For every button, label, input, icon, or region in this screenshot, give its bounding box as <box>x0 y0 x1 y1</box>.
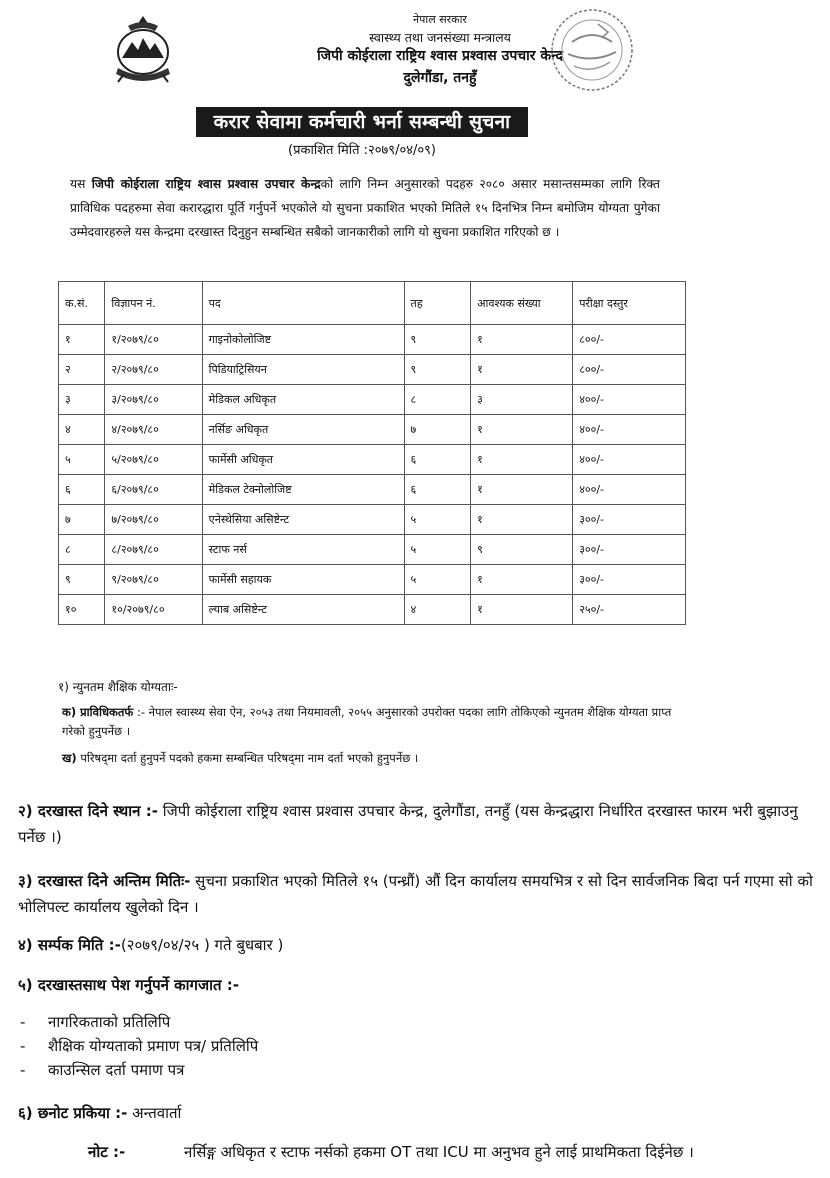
qualification-b <box>62 751 682 766</box>
qualification-b-label: ख) <box>62 751 77 765</box>
cell-sn: ४ <box>59 415 105 445</box>
bullet-dash: - <box>20 1061 26 1079</box>
cell-fee: ८००/- <box>573 325 686 355</box>
cell-level: ९ <box>404 355 471 385</box>
cell-ad-no: ७/२०७९/८० <box>105 505 202 535</box>
nepal-emblem-icon <box>108 12 178 86</box>
cell-required: १ <box>471 505 573 535</box>
header-required: आवश्यक संख्या <box>471 282 573 325</box>
s2-label: २) दरखास्त दिने स्थान :- <box>18 802 158 820</box>
note-label: नोट :- <box>88 1143 126 1161</box>
qualification-a-text: :- नेपाल स्वास्थ्य सेवा ऐन, २०५३ तथा नियमावली, २०५५ अनुसारको उपरोक्त पदका लागि तोकिएको न्युनतम शैक्षिक योग्यता प्राप्त गरेको हुनुपर्नेछ । <box>62 705 672 738</box>
ministry-name: स्वास्थ्य तथा जनसंख्या मन्त्रालय <box>369 30 511 45</box>
table-row <box>59 445 686 475</box>
cell-ad-no: १/२०७९/८० <box>105 325 202 355</box>
cell-sn: १० <box>59 595 105 625</box>
cell-sn: २ <box>59 355 105 385</box>
note <box>88 1142 818 1162</box>
doc-item: काउन्सिल दर्ता पमाण पत्र <box>48 1061 185 1079</box>
section-selection-process <box>18 1100 818 1126</box>
s3-label: ३) दरखास्त दिने अन्तिम मितिः- <box>18 872 191 890</box>
qualification-a-label: क) प्राविधिकतर्फ <box>62 705 134 719</box>
qualification-heading: १) न्युनतम शैक्षिक योग्यताः- <box>58 680 178 694</box>
table-row <box>59 325 686 355</box>
s4-text: (२०७९/०४/२५ ) गते बुधबार ) <box>120 936 284 954</box>
bullet-dash: - <box>20 1013 26 1031</box>
header-sn: क.सं. <box>59 282 105 325</box>
cell-fee: ३००/- <box>573 565 686 595</box>
table-row <box>59 565 686 595</box>
list-item <box>20 1034 258 1058</box>
cell-post: स्टाफ नर्स <box>202 535 404 565</box>
s6-text: अन्तवार्ता <box>127 1104 182 1122</box>
table-row <box>59 385 686 415</box>
cell-required: ९ <box>471 535 573 565</box>
cell-post: एनेस्थेसिया असिष्टेन्ट <box>202 505 404 535</box>
cell-post: मेडिकल अधिकृत <box>202 385 404 415</box>
notice-title: करार सेवामा कर्मचारी भर्ना सम्बन्धी सुचना <box>196 107 528 137</box>
documents-list <box>20 1010 258 1082</box>
table-row <box>59 535 686 565</box>
s5-label: ५) दरखास्तसाथ पेश गर्नुपर्ने कागजात :- <box>18 976 239 994</box>
doc-item: शैक्षिक योग्यताको प्रमाण पत्र/ प्रतिलिपि <box>48 1037 259 1055</box>
cell-ad-no: ८/२०७९/८० <box>105 535 202 565</box>
cell-ad-no: ४/२०७९/८० <box>105 415 202 445</box>
table-row <box>59 475 686 505</box>
cell-post: ल्याब असिष्टेन्ट <box>202 595 404 625</box>
table-row <box>59 355 686 385</box>
header-fee: परीक्षा दस्तुर <box>573 282 686 325</box>
cell-required: १ <box>471 445 573 475</box>
intro-lead: यस <box>70 177 92 191</box>
qualification-b-text: परिषद्‌मा दर्ता हुनुपर्ने पदको हकमा सम्बन्धित परिषद्‌मा नाम दर्ता भएको हुनुपर्नेछ । <box>76 751 419 765</box>
cell-post: पिडियाट्रिसियन <box>202 355 404 385</box>
cell-fee: ४००/- <box>573 415 686 445</box>
cell-sn: ६ <box>59 475 105 505</box>
section-documents <box>18 972 818 998</box>
intro-center-name: जिपी कोईराला राष्ट्रिय श्वास प्रश्वास उपचार केन्द्र <box>91 177 321 191</box>
cell-sn: ३ <box>59 385 105 415</box>
cell-level: ९ <box>404 325 471 355</box>
cell-ad-no: ३/२०७९/८० <box>105 385 202 415</box>
cell-sn: ९ <box>59 565 105 595</box>
cell-fee: ८००/- <box>573 355 686 385</box>
gov-name: नेपाल सरकार <box>413 13 467 26</box>
cell-sn: ८ <box>59 535 105 565</box>
cell-level: ८ <box>404 385 471 415</box>
cell-fee: ३००/- <box>573 505 686 535</box>
cell-required: १ <box>471 325 573 355</box>
cell-required: १ <box>471 475 573 505</box>
list-item <box>20 1058 258 1082</box>
bullet-dash: - <box>20 1037 26 1055</box>
cell-ad-no: ९/२०७९/८० <box>105 565 202 595</box>
cell-post: फार्मेसी सहायक <box>202 565 404 595</box>
table-header-row <box>59 282 686 325</box>
intro-paragraph <box>70 172 660 244</box>
s3-text: सुचना प्रकाशित भएको मितिले १५ (पन्ध्रौं) औं दिन कार्यालय समयभित्र र सो दिन सार्वजनिक बिदा पर्न गएमा सो को भोलिपल्ट कार्यालय खुलेको दिन । <box>18 872 813 916</box>
cell-ad-no: १०/२०७९/८० <box>105 595 202 625</box>
cell-required: १ <box>471 415 573 445</box>
cell-level: ७ <box>404 415 471 445</box>
center-location: दुलेगौंडा, तनहुँ <box>403 70 477 86</box>
cell-level: ६ <box>404 445 471 475</box>
list-item <box>20 1010 258 1034</box>
section-application-place <box>18 798 818 850</box>
table-row <box>59 595 686 625</box>
cell-required: १ <box>471 355 573 385</box>
cell-sn: ५ <box>59 445 105 475</box>
table-row <box>59 415 686 445</box>
header-ad-no: विज्ञापन नं. <box>105 282 202 325</box>
note-text: नर्सिङ्ग अधिकृत र स्टाफ नर्सको हकमा OT तथा ICU मा अनुभव हुने लाई प्राथमिकता दिईनेछ । <box>184 1143 694 1161</box>
s4-label: ४) सर्म्पक मिति :- <box>18 936 121 954</box>
cell-sn: १ <box>59 325 105 355</box>
center-name: जिपी कोईराला राष्ट्रिय श्वास प्रश्वास उपचार केन्द <box>317 48 563 64</box>
cell-level: ४ <box>404 595 471 625</box>
qualification-a <box>62 703 682 741</box>
cell-fee: ३००/- <box>573 535 686 565</box>
cell-required: १ <box>471 565 573 595</box>
cell-fee: ४००/- <box>573 475 686 505</box>
cell-level: ५ <box>404 535 471 565</box>
header-post: पद <box>202 282 404 325</box>
cell-post: गाइनोकोलोजिष्ट <box>202 325 404 355</box>
cell-post: फार्मेसी अधिकृत <box>202 445 404 475</box>
cell-level: ५ <box>404 505 471 535</box>
cell-level: ५ <box>404 565 471 595</box>
cell-required: ३ <box>471 385 573 415</box>
cell-fee: ४००/- <box>573 385 686 415</box>
s2-text: जिपी कोईराला राष्ट्रिय श्वास प्रश्वास उपचार केन्द्र, दुलेगौंडा, तनहुँ (यस केन्द्रद्धारा निर्धारित दरखास्त फारम भरी बुझाउनु पर्नेछ ।) <box>18 802 798 846</box>
s6-label: ६) छनोट प्रकिया :- <box>18 1104 128 1122</box>
cell-ad-no: २/२०७९/८० <box>105 355 202 385</box>
cell-required: १ <box>471 595 573 625</box>
cell-post: नर्सिङ अधिकृत <box>202 415 404 445</box>
intro-rest: को लागि निम्न अनुसारको पदहरु २०८० असार मसान्तसम्मका लागि रिक्त प्राविधिक पदहरुमा सेवा करारद्धारा पूर्ति गर्नुपर्ने भएकोले यो सुचना प्रकाशित भएको मितिले १५ दिनभित्र निम्न बमोजिम योग्यता पुगेका उम्मेदवारहरुले यस केन्द्रमा दरखास्त दिनुहुन सम्बन्धित सबैको जानकारीको लागि यो सुचना प्रकाशित गरिएको छ । <box>70 177 661 239</box>
office-seal-stamp-icon <box>538 2 646 100</box>
cell-post: मेडिकल टेक्नोलोजिष्ट <box>202 475 404 505</box>
cell-ad-no: ६/२०७९/८० <box>105 475 202 505</box>
doc-item: नागरिकताको प्रतिलिपि <box>48 1013 171 1031</box>
cell-level: ६ <box>404 475 471 505</box>
published-date: (प्रकाशित मिति :२०७९/०४/०९) <box>288 143 436 158</box>
table-row <box>59 505 686 535</box>
section-contact-date <box>18 932 818 958</box>
header-level: तह <box>404 282 471 325</box>
section-deadline <box>18 868 818 920</box>
cell-fee: २५०/- <box>573 595 686 625</box>
cell-sn: ७ <box>59 505 105 535</box>
cell-fee: ४००/- <box>573 445 686 475</box>
vacancy-table <box>58 281 686 625</box>
cell-ad-no: ५/२०७९/८० <box>105 445 202 475</box>
